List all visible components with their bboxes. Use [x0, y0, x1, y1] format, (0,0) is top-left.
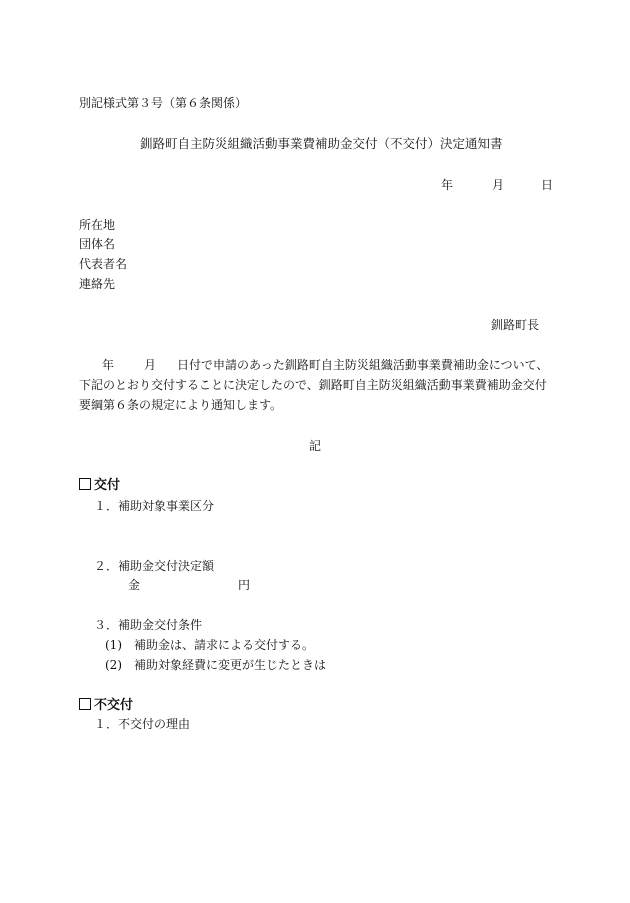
grant-checkbox[interactable]	[79, 478, 91, 490]
date-month-label: 月	[492, 178, 505, 192]
grant-item-1: １．補助対象事業区分	[94, 499, 215, 513]
grant-item-2: ２．補助金交付決定額	[94, 559, 215, 573]
date-year-label: 年	[441, 178, 454, 192]
sender-name: 釧路町長	[491, 318, 540, 332]
condition-2-number: (2)	[105, 658, 122, 672]
amount-suffix: 円	[238, 578, 251, 592]
grant-item-3: ３．補助金交付条件	[94, 618, 203, 632]
contact-label: 連絡先	[79, 277, 116, 291]
amount-prefix: 金	[128, 578, 141, 592]
organization-label: 団体名	[79, 237, 116, 251]
body-line-1: 日付で申請のあった釧路町自主防災組織活動事業費補助金について、	[177, 358, 549, 372]
body-year-label: 年	[102, 358, 115, 372]
date-day-label: 日	[541, 178, 554, 192]
body-line-2: 下記のとおり交付することに決定したので、釧路町自主防災組織活動事業費補助金交付	[79, 378, 547, 392]
grant-section-heading	[79, 478, 120, 492]
non-grant-heading-label: 不交付	[94, 698, 134, 713]
non-grant-item-1: １．不交付の理由	[94, 717, 191, 731]
representative-label: 代表者名	[79, 257, 128, 271]
condition-2-text: 補助対象経費に変更が生じたときは	[134, 658, 327, 672]
page-title: 釧路町自主防災組織活動事業費補助金交付（不交付）決定通知書	[140, 136, 503, 151]
grant-heading-label: 交付	[94, 478, 121, 493]
ki-heading: 記	[309, 439, 322, 453]
body-month-label: 月	[144, 358, 157, 372]
body-line-3: 要綱第６条の規定により通知します。	[79, 398, 283, 412]
non-grant-checkbox[interactable]	[79, 698, 91, 710]
condition-1-number: (1)	[105, 638, 122, 652]
condition-1-text: 補助金は、請求による交付する。	[134, 638, 315, 652]
non-grant-section-heading	[79, 698, 133, 712]
address-label: 所在地	[79, 218, 116, 232]
form-number: 別記様式第３号（第６条関係）	[79, 96, 248, 110]
